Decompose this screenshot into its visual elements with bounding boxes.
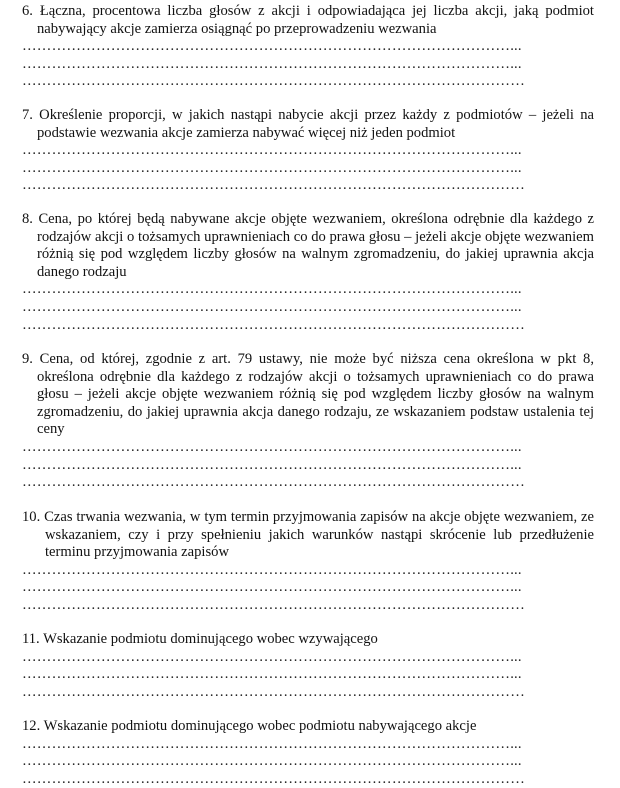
- answer-line[interactable]: ………………………………………………………………………………………...: [22, 579, 522, 596]
- answer-line[interactable]: ………………………………………………………………………………………...: [22, 159, 522, 176]
- answer-line[interactable]: ………………………………………………………………………………………...: [22, 735, 522, 752]
- item-11-heading: 11. Wskazanie podmiotu dominującego wobec wzywającego: [22, 631, 378, 647]
- answer-line[interactable]: …………………………………………………………………………………………: [22, 474, 525, 491]
- answer-line[interactable]: ………………………………………………………………………………………...: [22, 456, 522, 473]
- answer-line[interactable]: …………………………………………………………………………………………: [22, 770, 525, 787]
- item-8-heading: 8. Cena, po której będą nabywane akcje objęte wezwaniem, określona odrębnie dla każdego z rodzajów akcji o tożsamych uprawnieniach co do prawa głosu – jeżeli akcje objęte wezwaniem różnią się pod względem liczby głosów na walnym zgromadzeniu, do jakiej uprawnia akcja danego rodzaju: [22, 211, 594, 280]
- answer-line[interactable]: ………………………………………………………………………………………...: [22, 438, 522, 455]
- item-9-heading: 9. Cena, od której, zgodnie z art. 79 ustawy, nie może być niższa cena określona w pkt 8, określona odrębnie dla każdego z rodzajów akcji o tożsamych uprawnieniach co do prawa głosu – jeżeli akcje objęte wezwaniem różnią się pod względem liczby głosów na walnym zgromadzeniu, do jakiej uprawnia akcja danego rodzaju, ze wskazaniem podstaw ustalenia tej ceny: [22, 351, 594, 438]
- item-7-heading: 7. Określenie proporcji, w jakich nastąpi nabycie akcji przez każdy z podmiotów – jeżeli na podstawie wezwania akcje zamierza nabywać więcej niż jeden podmiot: [22, 107, 594, 141]
- answer-line[interactable]: ………………………………………………………………………………………...: [22, 561, 522, 578]
- answer-line[interactable]: …………………………………………………………………………………………: [22, 177, 525, 194]
- item-12-heading: 12. Wskazanie podmiotu dominującego wobec podmiotu nabywającego akcje: [22, 718, 477, 734]
- answer-line[interactable]: …………………………………………………………………………………………: [22, 73, 525, 90]
- answer-line[interactable]: ………………………………………………………………………………………...: [22, 753, 522, 770]
- answer-line[interactable]: ………………………………………………………………………………………...: [22, 281, 522, 298]
- answer-line[interactable]: ………………………………………………………………………………………...: [22, 55, 522, 72]
- answer-line[interactable]: …………………………………………………………………………………………: [22, 316, 525, 333]
- answer-line[interactable]: …………………………………………………………………………………………: [22, 683, 525, 700]
- form-item-12: [22, 718, 594, 788]
- answer-line[interactable]: ………………………………………………………………………………………...: [22, 298, 522, 315]
- form-item-10: [22, 509, 594, 615]
- answer-line[interactable]: ………………………………………………………………………………………...: [22, 38, 522, 55]
- answer-line[interactable]: …………………………………………………………………………………………: [22, 596, 525, 613]
- form-item-9: [22, 351, 594, 492]
- item-10-heading: 10. Czas trwania wezwania, w tym termin przyjmowania zapisów na akcje objęte wezwaniem, ze wskazaniem, czy i przy spełnieniu jakich warunków nastąpi skrócenie lub przedłużenie terminu przyjmowania zapisów: [22, 509, 594, 561]
- form-item-11: [22, 631, 594, 701]
- form-item-8: [22, 211, 594, 334]
- item-6-heading: 6. Łączna, procentowa liczba głosów z akcji i odpowiadająca jej liczba akcji, jaką podmiot nabywający akcje zamierza osiągnąć po przeprowadzeniu wezwania: [22, 3, 594, 37]
- form-item-6: [22, 3, 594, 91]
- answer-line[interactable]: ………………………………………………………………………………………...: [22, 142, 522, 159]
- answer-line[interactable]: ………………………………………………………………………………………...: [22, 666, 522, 683]
- answer-line[interactable]: ………………………………………………………………………………………...: [22, 648, 522, 665]
- form-item-7: [22, 107, 594, 195]
